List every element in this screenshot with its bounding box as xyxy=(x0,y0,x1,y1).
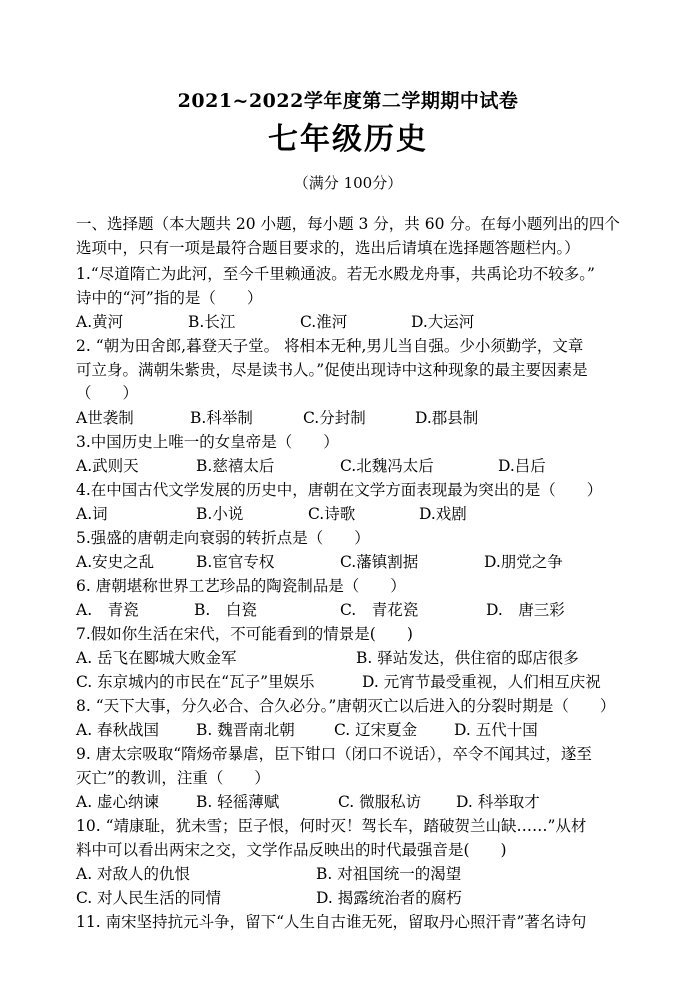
option-a: A.安史之乱 xyxy=(76,553,155,571)
option-a: A.黄河 xyxy=(76,313,124,331)
option-d: D.朋党之争 xyxy=(484,553,563,571)
option-d: D. 元宵节最受重视，人们相互庆祝 xyxy=(362,673,601,691)
option-d: D. 科举取才 xyxy=(456,793,540,811)
question-1-stem-1: 1.“尽道隋亡为此河，至今千里赖通波。若无水殿龙舟事，共禹论功不较多。” xyxy=(76,265,595,283)
subject-title: 七年级历史 xyxy=(268,122,428,157)
option-a: A.词 xyxy=(76,505,108,523)
option-b: B.长江 xyxy=(188,313,236,331)
option-c: C.藩镇割据 xyxy=(340,553,419,571)
option-d: D. 五代十国 xyxy=(454,721,538,739)
option-c: C.分封制 xyxy=(303,409,366,427)
option-c: C. 微服私访 xyxy=(338,793,422,811)
option-b: B. 驿站发达，供住宿的邸店很多 xyxy=(356,649,579,667)
question-9-stem-2: 灭亡”的教训，注重（ ） xyxy=(76,769,270,787)
question-2-stem-3: （ ） xyxy=(76,384,139,402)
question-2-stem-1: 2. “朝为田舍郎,暮登天子堂。 将相本无种,男儿当自强。少小须勤学，文章 xyxy=(76,337,584,355)
option-c: C. 青花瓷 xyxy=(340,601,419,619)
full-score: （满分 100分） xyxy=(293,174,403,192)
option-a: A. 春秋战国 xyxy=(76,721,160,739)
option-b: B.宦官专权 xyxy=(196,553,275,571)
option-d: D. 唐三彩 xyxy=(486,601,565,619)
option-c: C. 对人民生活的同情 xyxy=(76,889,222,907)
question-2-stem-2: 可立身。满朝朱紫贵，尽是读书人。”促使出现诗中这种现象的最主要因素是 xyxy=(76,361,588,379)
option-a: A.武则天 xyxy=(76,457,139,475)
section-instructions-line-1: 一、选择题（本大题共 20 小题，每小题 3 分，共 60 分。在每小题列出的四个 xyxy=(76,215,620,233)
question-10-stem-1: 10. “靖康耻，犹未雪；臣子恨，何时灭！驾长车，踏破贺兰山缺……”从材 xyxy=(76,817,587,835)
option-b: B.小说 xyxy=(196,505,244,523)
option-d: D.戏剧 xyxy=(419,505,467,523)
option-c: C.淮河 xyxy=(300,313,348,331)
option-a: A世袭制 xyxy=(76,409,134,427)
option-d: D. 揭露统治者的腐朽 xyxy=(316,889,462,907)
option-d: D.大运河 xyxy=(411,313,475,331)
question-5-stem: 5.强盛的唐朝走向衰弱的转折点是（ ） xyxy=(76,529,370,547)
option-b: B. 对祖国统一的渴望 xyxy=(316,865,462,883)
exam-title: 2021~2022学年度第二学期期中试卷 xyxy=(177,90,519,112)
question-4-stem: 4.在中国古代文学发展的历史中，唐朝在文学方面表现最为突出的是（ ） xyxy=(76,481,603,499)
question-8-stem: 8. “天下大事，分久必合、合久必分。”唐朝灭亡以后进入的分裂时期是（ ） xyxy=(76,697,616,715)
option-c: C. 辽宋夏金 xyxy=(334,721,418,739)
option-b: B.科举制 xyxy=(190,409,253,427)
question-11-stem: 11. 南宋坚持抗元斗争，留下“人生自古谁无死，留取丹心照汗青”著名诗句 xyxy=(76,913,587,931)
section-instructions-line-2: 选项中，只有一项是最符合题目要求的，选出后请填在选择题答题栏内。） xyxy=(76,239,580,257)
question-6-stem: 6. 唐朝堪称世界工艺珍品的陶瓷制品是（ ） xyxy=(76,577,406,595)
question-10-stem-2: 料中可以看出两宋之交，文学作品反映出的时代最强音是( ) xyxy=(76,841,507,859)
question-3-stem: 3.中国历史上唯一的女皇帝是（ ） xyxy=(76,433,339,451)
option-b: B. 白瓷 xyxy=(194,601,257,619)
option-c: C. 东京城内的市民在“瓦子”里娱乐 xyxy=(76,673,315,691)
option-b: B. 轻徭薄赋 xyxy=(196,793,280,811)
option-b: B. 魏晋南北朝 xyxy=(196,721,295,739)
option-a: A. 岳飞在郾城大败金军 xyxy=(76,649,237,667)
question-1-stem-2: 诗中的“河”指的是（ ） xyxy=(76,289,263,307)
option-d: D.吕后 xyxy=(498,457,546,475)
option-c: C.北魏冯太后 xyxy=(340,457,434,475)
option-a: A. 青瓷 xyxy=(76,601,139,619)
question-7-stem: 7.假如你生活在宋代，不可能看到的情景是( ) xyxy=(76,625,413,643)
question-9-stem-1: 9. 唐太宗吸取“隋炀帝暴虐，臣下钳口（闭口不说话），卒令不闻其过，遂至 xyxy=(76,745,592,763)
option-a: A. 虚心纳谏 xyxy=(76,793,160,811)
option-d: D.郡县制 xyxy=(415,409,479,427)
option-b: B.慈禧太后 xyxy=(196,457,275,475)
option-a: A. 对敌人的仇恨 xyxy=(76,865,191,883)
option-c: C.诗歌 xyxy=(308,505,356,523)
